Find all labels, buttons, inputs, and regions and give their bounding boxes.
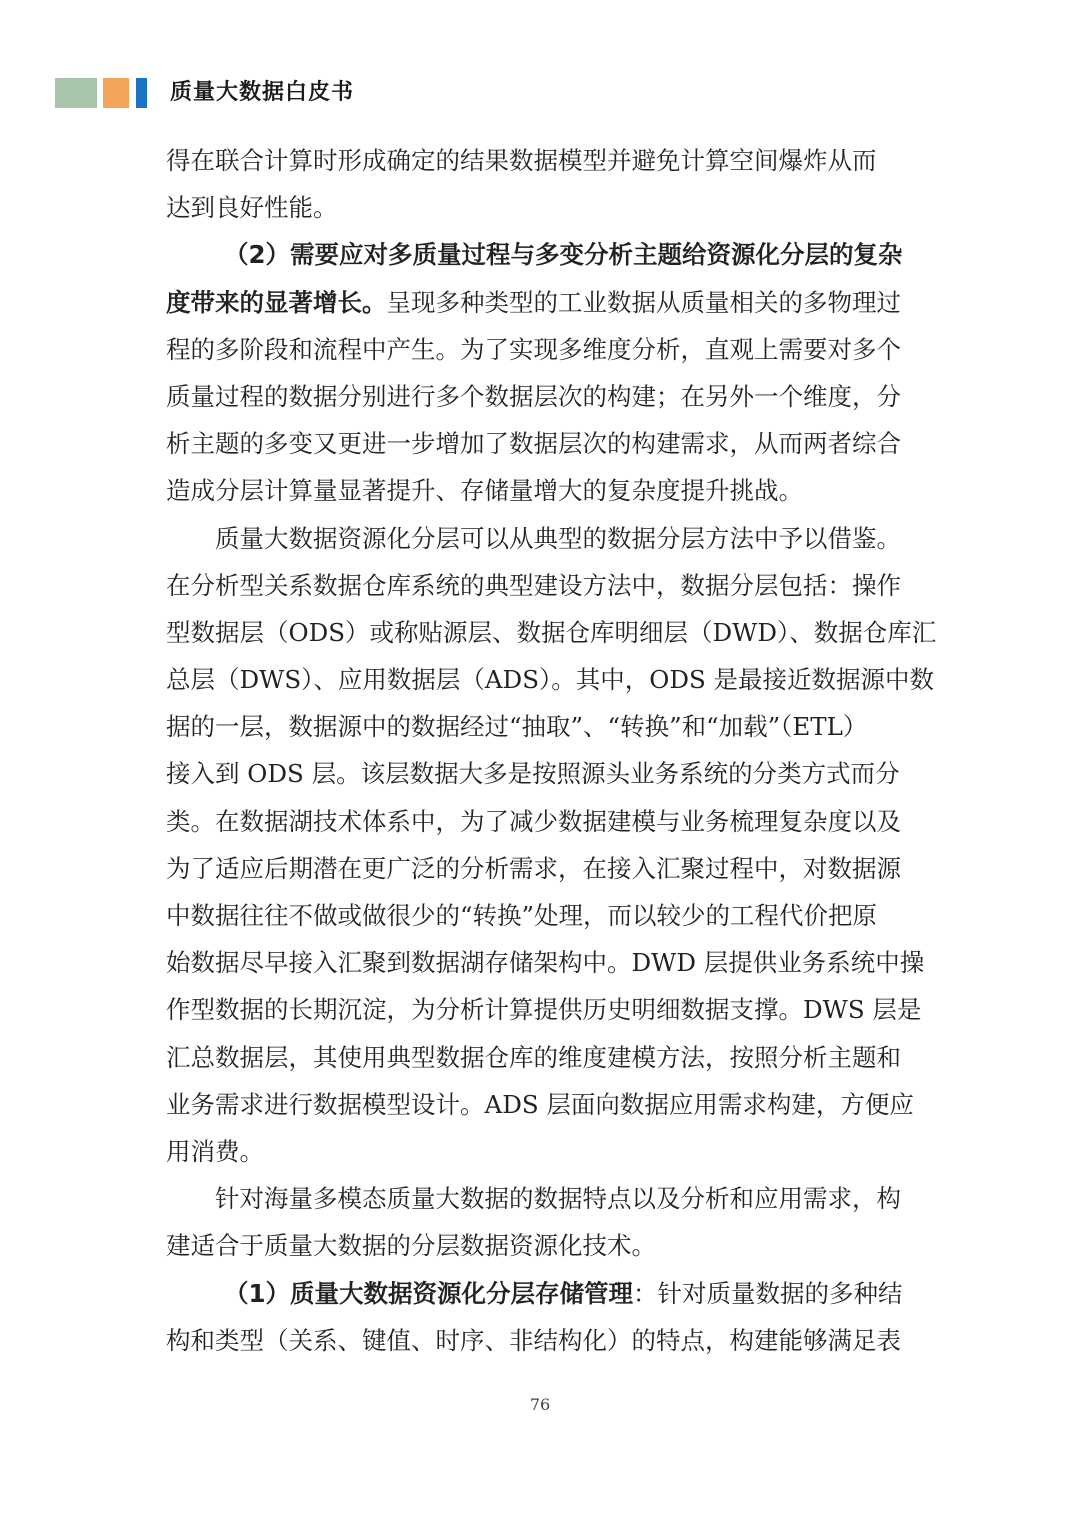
body-line: 达到良好性能。 — [166, 193, 338, 223]
body-line: 析主题的多变又更进一步增加了数据层次的构建需求，从而两者综合 — [166, 429, 901, 459]
body-line: 得在联合计算时形成确定的结果数据模型并避免计算空间爆炸从而 — [166, 146, 877, 175]
body-line: 用消费。 — [166, 1136, 264, 1166]
body-line: 质量过程的数据分别进行多个数据层次的构建；在另外一个维度，分 — [166, 381, 901, 411]
body-line: 建适合于质量大数据的分层数据资源化技术。 — [166, 1231, 656, 1261]
body-line: 构和类型（关系、键值、时序、非结构化）的特点，构建能够满足表 — [166, 1325, 901, 1355]
body-text-span: 呈现多种类型的工业数据从质量相关的多物理过 — [386, 287, 901, 317]
body-line: 型数据层（ODS）或称贴源层、数据仓库明细层（DWD）、数据仓库汇 — [166, 617, 937, 647]
body-line: 始数据尽早接入汇聚到数据湖存储架构中。DWD 层提供业务系统中操 — [166, 948, 925, 978]
page-number: 76 — [529, 1395, 551, 1414]
body-line — [166, 279, 916, 326]
body-line: 在分析型关系数据仓库系统的典型建设方法中，数据分层包括：操作 — [166, 570, 901, 600]
body-line: 作型数据的长期沉淀，为分析计算提供历史明细数据支撑。DWS 层是 — [166, 995, 922, 1025]
body-line: 业务需求进行数据模型设计。ADS 层面向数据应用需求构建，方便应 — [166, 1089, 914, 1119]
header-green-block — [55, 78, 97, 108]
bold-heading-line: （2）需要应对多质量过程与多变分析主题给资源化分层的复杂 — [224, 240, 903, 270]
bold-heading-text: （1）质量大数据资源化分层存储管理 — [224, 1278, 634, 1308]
header-blue-block — [136, 78, 147, 108]
bold-heading-text: 度带来的显著增长。 — [166, 287, 387, 317]
body-line: 中数据往往不做或做很少的“转换”处理，而以较少的工程代价把原 — [166, 901, 878, 930]
body-line: 程的多阶段和流程中产生。为了实现多维度分析，直观上需要对多个 — [166, 334, 901, 364]
body-text — [166, 137, 937, 1364]
body-line: 据的一层，数据源中的数据经过“抽取”、“转换”和“加载”（ETL） — [166, 712, 868, 742]
body-line: 造成分层计算量显著提升、存储量增大的复杂度提升挑战。 — [166, 476, 803, 506]
header-orange-block — [103, 78, 129, 108]
header-title: 质量大数据白皮书 — [170, 80, 355, 105]
body-line: 质量大数据资源化分层可以从典型的数据分层方法中予以借鉴。 — [215, 523, 901, 553]
body-line: 接入到 ODS 层。该层数据大多是按照源头业务系统的分类方式而分 — [166, 759, 900, 789]
body-line: 针对海量多模态质量大数据的数据特点以及分析和应用需求，构 — [215, 1184, 901, 1214]
body-line — [166, 1270, 916, 1317]
body-line: 为了适应后期潜在更广泛的分析需求，在接入汇聚过程中，对数据源 — [166, 853, 901, 883]
body-text-span: ：针对质量数据的多种结 — [633, 1278, 903, 1308]
body-line: 类。在数据湖技术体系中，为了减少数据建模与业务梳理复杂度以及 — [166, 806, 901, 836]
body-line: 总层（DWS）、应用数据层（ADS）。其中，ODS 是最接近数据源中数 — [166, 665, 935, 695]
body-line: 汇总数据层，其使用典型数据仓库的维度建模方法，按照分析主题和 — [166, 1042, 901, 1072]
